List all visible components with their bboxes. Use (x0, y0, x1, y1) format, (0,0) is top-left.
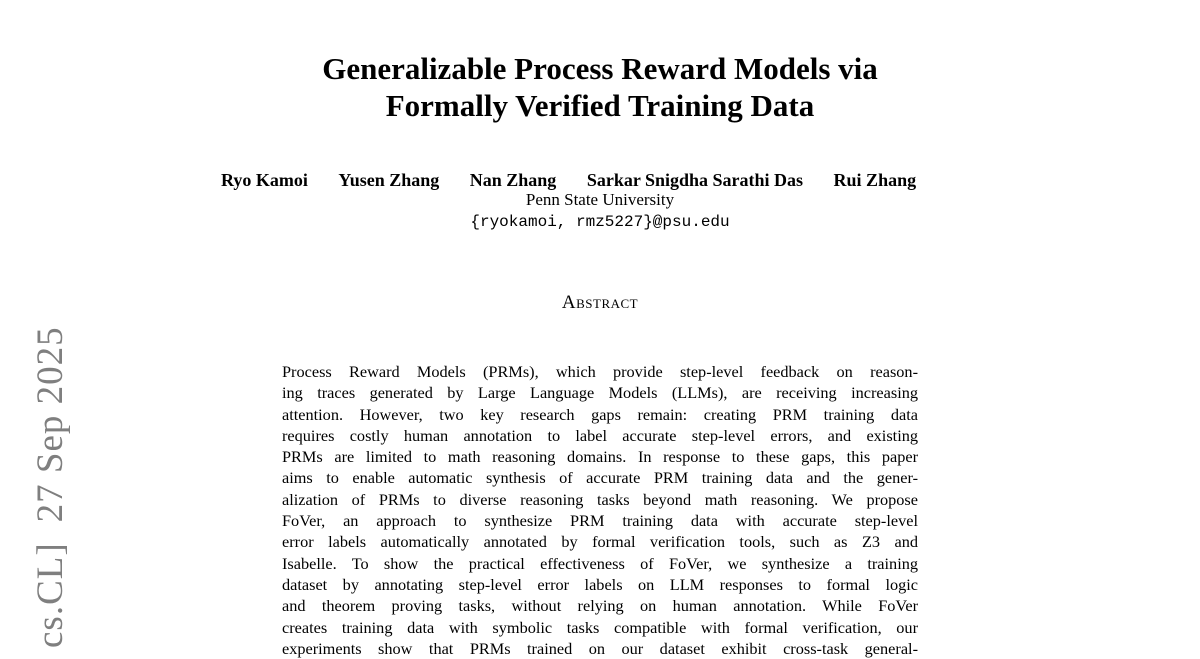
affiliation: Penn State University (525, 190, 675, 209)
author-name: Nan Zhang (469, 170, 557, 190)
abstract-line: error labels automatically annotated by formal verification tools, such as Z3 and (282, 532, 918, 552)
abstract-heading: Abstract (561, 292, 639, 313)
abstract-line: experiments show that PRMs trained on our dataset exhibit cross-task general- (282, 638, 918, 658)
abstract-line: FoVer, an approach to synthesize PRM training data with accurate step-level (282, 511, 918, 531)
abstract-line: and theorem proving tasks, without relying on human annotation. While FoVer (282, 596, 918, 616)
abstract-line: requires costly human annotation to label accurate step-level errors, and existing (282, 425, 918, 445)
arxiv-stamp (29, 326, 73, 648)
abstract-line: creates training data with symbolic tasks compatible with formal verification, our (282, 617, 918, 637)
arxiv-date: 27 Sep 2025 (30, 326, 71, 523)
author-name: Rui Zhang (833, 170, 917, 190)
abstract-line: PRMs are limited to math reasoning domains. In response to these gaps, this paper (282, 447, 918, 467)
author-name: Ryo Kamoi (221, 170, 308, 190)
abstract-body (282, 361, 918, 659)
abstract-line: attention. However, two key research gaps remain: creating PRM training data (282, 404, 918, 424)
abstract-line: alization of PRMs to diverse reasoning tasks beyond math reasoning. We propose (282, 489, 918, 509)
paper-title (0, 50, 1200, 124)
contact-email: {ryokamoi, rmz5227}@psu.edu (470, 213, 730, 231)
author-list (221, 169, 916, 191)
abstract-line: dataset by annotating step-level error labels on LLM responses to formal logic (282, 574, 918, 594)
author-name: Sarkar Snigdha Sarathi Das (586, 170, 804, 190)
title-line-1: Generalizable Process Reward Models via (322, 51, 878, 86)
abstract-line: aims to enable automatic synthesis of accurate PRM training data and the gener- (282, 468, 918, 488)
abstract-line: ing traces generated by Large Language Models (LLMs), are receiving increasing (282, 383, 918, 403)
arxiv-category: cs.CL] (30, 542, 71, 648)
author-name: Yusen Zhang (338, 170, 440, 190)
abstract-line: Process Reward Models (PRMs), which provide step-level feedback on reason- (282, 362, 918, 381)
abstract-line: Isabelle. To show the practical effectiveness of FoVer, we synthesize a training (282, 553, 918, 573)
title-line-2: Formally Verified Training Data (385, 88, 815, 123)
